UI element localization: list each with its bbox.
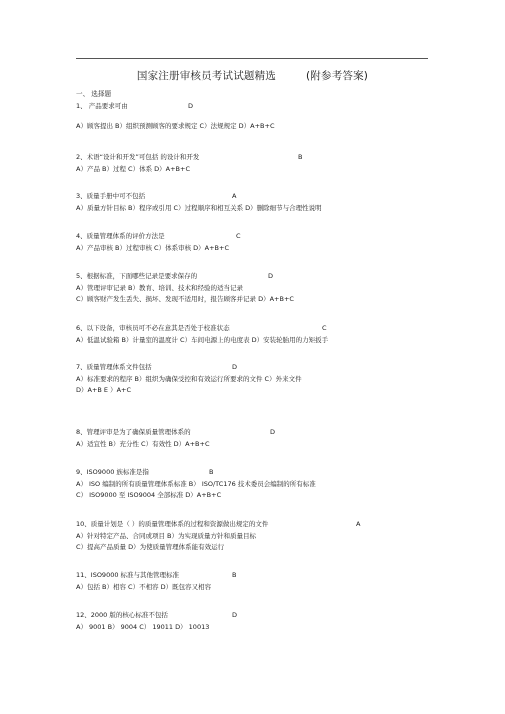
question-12 — [76, 610, 436, 633]
question-stem: 5、根据标准，下面哪些记录是要求保存的 — [76, 272, 198, 280]
title-main: 国家注册审核员考试试题精选 — [136, 70, 276, 82]
question-stem: 6、以下设备，审核员可不必在意其是否处于校准状态 — [76, 324, 230, 332]
question-options: A）针对特定产品、合同或项目 B）为实现质量方针和质量目标 — [76, 531, 256, 540]
question-7 — [76, 362, 436, 397]
question-5 — [76, 271, 436, 306]
question-options: C）提高产品质量 D）为使质量管理体系能有效运行 — [76, 543, 225, 551]
question-options: C）顾客财产发生丢失、损坏、发现不适用时，报告顾客并记录 D）A+B+C — [76, 295, 294, 303]
question-options: A） 9001 B） 9004 C） 19011 D） 10013 — [76, 622, 210, 631]
question-stem: 4、质量管理体系的评价方法是 — [76, 232, 165, 240]
page-title — [0, 68, 505, 83]
question-stem: 11、ISO9000 标准与其他管理标准 — [76, 571, 180, 579]
question-8 — [76, 427, 436, 450]
question-options: A）标准要求的程序 B）组织为确保受控和有效运行所要求的文件 C）外来文件 — [76, 374, 302, 383]
title-suffix: (附参考答案) — [306, 70, 369, 82]
question-6 — [76, 323, 436, 346]
question-answer: D — [268, 272, 274, 280]
question-2 — [76, 152, 436, 175]
question-11 — [76, 570, 436, 593]
question-stem: 12、2000 版的核心标准不包括 — [76, 611, 168, 619]
question-3 — [76, 191, 436, 214]
question-stem: 7、质量管理体系文件包括 — [76, 363, 152, 371]
question-options: A）适宜性 B）充分性 C）有效性 D）A+B+C — [76, 439, 210, 448]
question-options: A）低温试验箱 B）计量室的温度计 C）车间电源上的电度表 D）安装轮胎用的力矩扳手 — [76, 335, 329, 344]
question-stem: 8、管理评审是为了确保质量管理体系的 — [76, 428, 191, 436]
question-answer: A — [356, 520, 361, 528]
question-10 — [76, 519, 436, 554]
question-answer: C — [322, 324, 327, 332]
question-answer: A — [232, 192, 237, 200]
question-answer: D — [232, 611, 238, 619]
question-options: A）产品审核 B）过程审核 C）体系审核 D）A+B+C — [76, 243, 229, 252]
question-9 — [76, 467, 436, 502]
question-1 — [76, 101, 436, 132]
question-answer: B — [232, 571, 237, 579]
question-stem: 10、质量计划是（ ）的质量管理体系的过程和资源做出规定的文件 — [76, 520, 269, 528]
question-answer: C — [236, 232, 241, 240]
question-options: A）产品 B）过程 C）体系 D）A+B+C — [76, 164, 190, 173]
question-answer: D — [270, 428, 276, 436]
header-rule — [76, 58, 428, 59]
question-options: A）包括 B）相容 C）不相容 D）既包容又相容 — [76, 582, 212, 591]
question-stem: 2、术语“设计和开发”可包括 的设计和开发 — [76, 153, 200, 161]
question-4 — [76, 231, 436, 254]
section-heading: 一、 选择题 — [76, 90, 112, 98]
question-answer: D — [232, 363, 238, 371]
question-answer: B — [209, 468, 214, 476]
question-options: A）质量方针目标 B）程序或引用 C）过程顺序和相互关系 D）删除细节与合理性说明 — [76, 203, 322, 212]
question-stem: 9、ISO9000 族标准是指 — [76, 468, 149, 476]
question-options: D）A+B E ）A+C — [76, 386, 132, 394]
question-options: C） ISO9000 至 ISO9004 全部标准 D）A+B+C — [76, 491, 222, 499]
question-options: A）顾客提出 B）组织预测顾客的要求规定 C）法规规定 D）A+B+C — [76, 121, 275, 130]
question-stem: 3、质量手册中可不包括 — [76, 192, 146, 200]
question-answer: B — [298, 153, 303, 161]
question-options: A） ISO 编制的所有质量管理体系标准 B） ISO/TC176 技术委员会编制的所有标准 — [76, 479, 316, 488]
question-options: A）管理评审记录 B）教育、培训、技术和经验的适当记录 — [76, 283, 243, 292]
question-stem: 1、 产品要求可由 — [76, 102, 128, 110]
question-answer: D — [188, 102, 194, 110]
